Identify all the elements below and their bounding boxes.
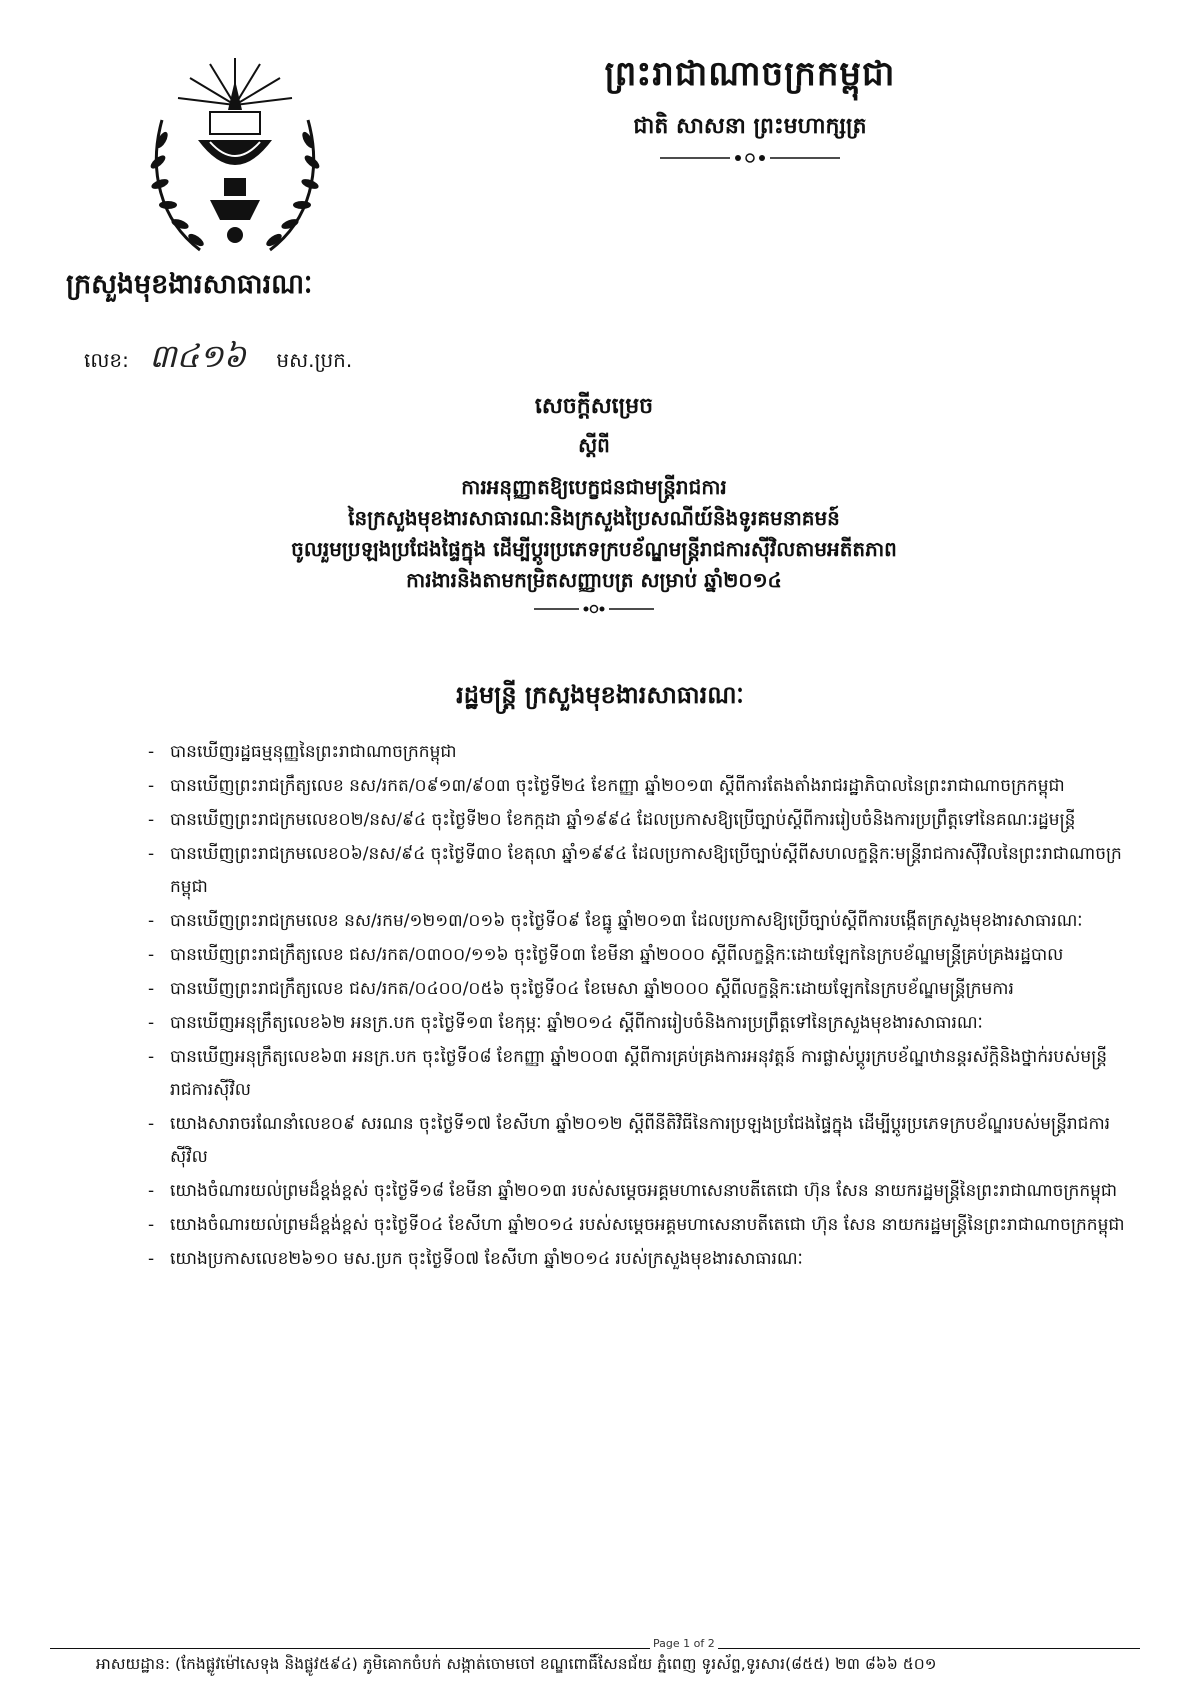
list-item: - យោងចំណារយល់ព្រមដ៏ខ្ពង់ខ្ពស់ ចុះថ្ងៃទី០៤ ខែសីហា ឆ្នាំ២០១៤ របស់សម្តេចអគ្គមហាសេនាបតីតេជោ ហ៊ុន សែន នាយករដ្ឋមន្ត្រីនៃព្រះរាជាណាចក្រកម្ពុជា [148, 1215, 1125, 1235]
ornament-divider-icon [240, 600, 948, 619]
title-line: ការងារនិងតាមកម្រិតសញ្ញាបត្រ សម្រាប់ ឆ្នាំ២០១៤ [406, 568, 782, 592]
list-item: - យោងចំណារយល់ព្រមដ៏ខ្ពង់ខ្ពស់ ចុះថ្ងៃទី១៨ ខែមីនា ឆ្នាំ២០១៣ របស់សម្តេចអគ្គមហាសេនាបតីតេជោ ហ៊ុន សែន នាយករដ្ឋមន្ត្រីនៃព្រះរាជាណាចក្រកម្ពុជា [148, 1181, 1118, 1201]
title-line: ចូលរួមប្រឡងប្រជែងផ្ទៃក្នុង ដើម្បីប្តូរប្រភេទក្របខ័ណ្ឌមន្ត្រីរាជការស៊ីវិលតាមអតីតភាព [291, 537, 897, 561]
list-item: - បានឃើញព្រះរាជក្រមលេខ០៦/នស/៩៤ ចុះថ្ងៃទី៣០ ខែតុលា ឆ្នាំ១៩៩៤ ដែលប្រកាសឱ្យប្រើច្បាប់ស្តីពីសហលក្ខន្តិកៈមន្ត្រីរាជការស៊ីវិលនៃព្រះរាជាណាចក្រកម្ពុជា [148, 844, 1122, 897]
number-label: លេខ: [84, 348, 129, 372]
kingdom-name: ព្រះរាជាណាចក្រកម្ពុជា [604, 54, 896, 94]
minister-heading: រដ្ឋមន្ត្រី ក្រសួងមុខងារសាធារណៈ [456, 681, 744, 709]
list-item: - បានឃើញព្រះរាជក្រឹត្យលេខ ជស/រកត/០៣០០/១១៦ ចុះថ្ងៃទី០៣ ខែមីនា ឆ្នាំ២០០០ ស្តីពីលក្ខន្តិកៈដោយឡែកនៃក្របខ័ណ្ឌមន្ត្រីគ្រប់គ្រងរដ្ឋបាល [148, 945, 1064, 965]
ministry-name: ក្រសួងមុខងារសាធារណៈ [66, 269, 313, 300]
list-item: - បានឃើញព្រះរាជក្រឹត្យលេខ នស/រកត/០៩១៣/៩០៣ ចុះថ្ងៃទី២៤ ខែកញ្ញា ឆ្នាំ២០១៣ ស្តីពីការតែងតាំងរាជរដ្ឋាភិបាលនៃព្រះរាជាណាចក្រកម្ពុជា [148, 776, 1065, 796]
title-line: ការអនុញ្ញាតឱ្យបេក្ខជនជាមន្ត្រីរាជការ [461, 475, 727, 499]
kingdom-header [540, 52, 960, 169]
number-suffix: មស.ប្រក. [276, 348, 353, 372]
national-motto: ជាតិ សាសនា ព្រះមហាក្សត្រ [633, 114, 867, 139]
ornament-divider-icon [540, 150, 960, 169]
list-item: - បានឃើញអនុក្រឹត្យលេខ៦២ អនក្រ.បក ចុះថ្ងៃទី១៣ ខែកុម្ភៈ ឆ្នាំ២០១៤ ស្តីពីការរៀបចំនិងការប្រព្រឹត្តទៅនៃក្រសួងមុខងារសាធារណៈ [148, 1013, 983, 1033]
list-item: - បានឃើញរដ្ឋធម្មនុញ្ញនៃព្រះរាជាណាចក្រកម្ពុជា [148, 742, 457, 762]
footer-divider [50, 1648, 1140, 1649]
list-item: - បានឃើញព្រះរាជក្រមលេខ នស/រកម/១២១៣/០១៦ ចុះថ្ងៃទី០៩ ខែធ្នូ ឆ្នាំ២០១៣ ដែលប្រកាសឱ្យប្រើច្បាប់ស្តីពីការបង្កើតក្រសួងមុខងារសាធារណៈ [148, 911, 1083, 931]
reference-number [84, 336, 352, 383]
legal-basis-list [148, 736, 1128, 1277]
footer-address: អាសយដ្ឋាន: (កែងផ្លូវម៉ៅសេទុង និងផ្លូវ៥៩៤) ភូមិគោកចំបក់ សង្កាត់ចោមចៅ ខណ្ឌពោធិ៍សែនជ័យ ភ្នំពេញ ទូរស័ព្ទ,ទូរសារ(៨៥៥) ២៣ ៨៦៦ ៥០១ [96, 1655, 937, 1673]
page-number: Page 1 of 2 [650, 1637, 718, 1650]
list-item: - បានឃើញអនុក្រឹត្យលេខ៦៣ អនក្រ.បក ចុះថ្ងៃទី០៨ ខែកញ្ញា ឆ្នាំ២០០៣ ស្តីពីការគ្រប់គ្រងការអនុវត្តន៍ ការផ្លាស់ប្តូរក្របខ័ណ្ឌឋានន្តរស័ក្តិនិងថ្នាក់របស់មន្ត្រីរាជការស៊ីវិល [148, 1047, 1108, 1100]
list-item: - បានឃើញព្រះរាជក្រមលេខ០២/នស/៩៤ ចុះថ្ងៃទី២០ ខែកក្កដា ឆ្នាំ១៩៩៤ ដែលប្រកាសឱ្យប្រើច្បាប់ស្តីពីការរៀបចំនិងការប្រព្រឹត្តទៅនៃគណៈរដ្ឋមន្ត្រី [148, 810, 1076, 830]
royal-emblem-icon [140, 50, 330, 260]
number-value: ៣៤១៦ [149, 337, 247, 375]
list-item: - យោងសារាចរណែនាំលេខ០៩ សរណន ចុះថ្ងៃទី១៧ ខែសីហា ឆ្នាំ២០១២ ស្តីពីនីតិវិធីនៃការប្រឡងប្រជែងផ្ទៃក្នុង ដើម្បីប្តូរប្រភេទក្របខ័ណ្ឌរបស់មន្ត្រីរាជការស៊ីវិល [148, 1114, 1111, 1167]
list-item: - បានឃើញព្រះរាជក្រឹត្យលេខ ជស/រកត/០៤០០/០៥៦ ចុះថ្ងៃទី០៤ ខែមេសា ឆ្នាំ២០០០ ស្តីពីលក្ខន្តិកៈដោយឡែកនៃក្របខ័ណ្ឌមន្ត្រីក្រមការ [148, 979, 1014, 999]
list-item: - យោងប្រកាសលេខ២៦១០ មស.ប្រក ចុះថ្ងៃទី០៧ ខែសីហា ឆ្នាំ២០១៤ របស់ក្រសួងមុខងារសាធារណៈ [148, 1249, 803, 1269]
title-decision: សេចក្តីសម្រេច [534, 394, 654, 419]
title-line: នៃក្រសួងមុខងារសាធារណៈនិងក្រសួងប្រៃសណីយ៍និងទូរគមនាគមន៍ [348, 506, 840, 530]
title-regarding: ស្តីពី [578, 433, 610, 457]
decision-title [240, 392, 948, 619]
